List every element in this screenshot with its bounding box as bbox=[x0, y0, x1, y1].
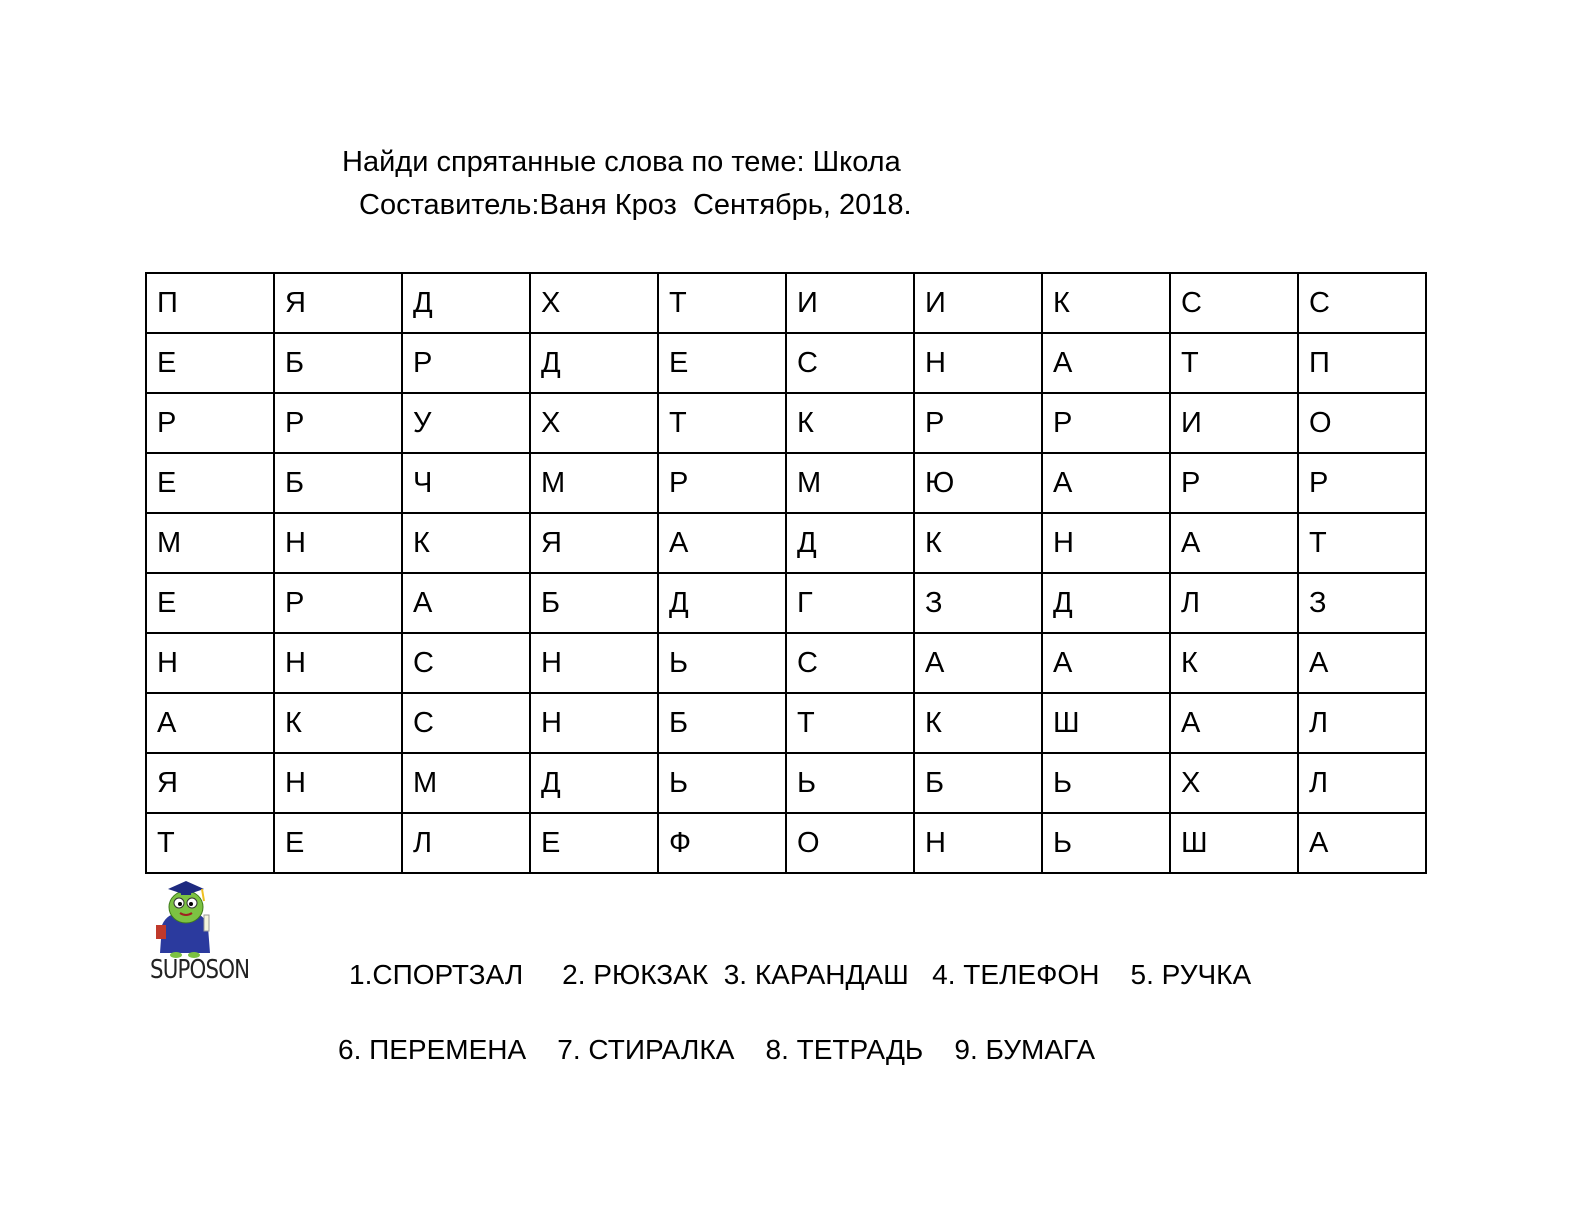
page-title: Найди спрятанные слова по теме: Школа bbox=[342, 146, 901, 178]
grid-cell: А bbox=[1298, 813, 1426, 873]
word-list-row: 6. ПЕРЕМЕНА 7. СТИРАЛКА 8. ТЕТРАДЬ 9. БУМАГА bbox=[338, 1034, 1096, 1065]
grid-row bbox=[146, 693, 1426, 753]
grid-cell: А bbox=[1042, 453, 1170, 513]
grid-cell: Я bbox=[146, 753, 274, 813]
grid-cell: Н bbox=[1042, 513, 1170, 573]
grid-cell: Н bbox=[530, 633, 658, 693]
grid-cell: Д bbox=[1042, 573, 1170, 633]
grid-cell: Б bbox=[914, 753, 1042, 813]
grid-cell: Д bbox=[402, 273, 530, 333]
word-search-grid bbox=[145, 272, 1427, 874]
grid-cell: А bbox=[402, 573, 530, 633]
grid-cell: Д bbox=[786, 513, 914, 573]
grid-cell: К bbox=[274, 693, 402, 753]
grid-cell: А bbox=[1170, 693, 1298, 753]
grid-cell: К bbox=[402, 513, 530, 573]
grid-cell: С bbox=[1298, 273, 1426, 333]
grid-cell: Б bbox=[530, 573, 658, 633]
grid-cell: Б bbox=[274, 333, 402, 393]
grid-cell: М bbox=[530, 453, 658, 513]
grid-cell: Ь bbox=[786, 753, 914, 813]
grid-cell: Т bbox=[146, 813, 274, 873]
grid-cell: К bbox=[1170, 633, 1298, 693]
grid-cell: Т bbox=[658, 393, 786, 453]
grid-row bbox=[146, 753, 1426, 813]
grid-cell: Н bbox=[914, 333, 1042, 393]
grid-row bbox=[146, 633, 1426, 693]
grid-cell: С bbox=[402, 693, 530, 753]
grid-cell: С bbox=[402, 633, 530, 693]
grid-cell: Б bbox=[658, 693, 786, 753]
grid-cell: Ь bbox=[1042, 753, 1170, 813]
grid-cell: Д bbox=[530, 333, 658, 393]
grid-cell: Е bbox=[146, 453, 274, 513]
grid-row bbox=[146, 393, 1426, 453]
grid-cell: Л bbox=[1170, 573, 1298, 633]
grid-cell: П bbox=[1298, 333, 1426, 393]
word-list-row: 1.СПОРТЗАЛ 2. РЮКЗАК 3. КАРАНДАШ 4. ТЕЛЕФОН 5. РУЧКА bbox=[349, 959, 1252, 990]
grid-cell: З bbox=[914, 573, 1042, 633]
grid-cell: А bbox=[1298, 633, 1426, 693]
grid-cell: Ь bbox=[1042, 813, 1170, 873]
grid-cell: О bbox=[1298, 393, 1426, 453]
grid-cell: И bbox=[914, 273, 1042, 333]
grid-cell: Д bbox=[658, 573, 786, 633]
grid-cell: Ю bbox=[914, 453, 1042, 513]
grid-cell: Н bbox=[274, 513, 402, 573]
grid-row bbox=[146, 813, 1426, 873]
grid-cell: Б bbox=[274, 453, 402, 513]
grid-row bbox=[146, 273, 1426, 333]
grid-cell: Д bbox=[530, 753, 658, 813]
grid-row bbox=[146, 453, 1426, 513]
logo-text: SUPOSON bbox=[150, 955, 250, 985]
grid-cell: С bbox=[786, 633, 914, 693]
grid-cell: Т bbox=[1298, 513, 1426, 573]
grid-cell: М bbox=[786, 453, 914, 513]
grid-cell: А bbox=[658, 513, 786, 573]
grid-cell: А bbox=[1042, 333, 1170, 393]
grid-cell: Н bbox=[914, 813, 1042, 873]
grid-cell: Р bbox=[1298, 453, 1426, 513]
grid-cell: М bbox=[146, 513, 274, 573]
grid-cell: Н bbox=[530, 693, 658, 753]
grid-cell: Х bbox=[1170, 753, 1298, 813]
grid-cell: С bbox=[786, 333, 914, 393]
grid-cell: Ь bbox=[658, 633, 786, 693]
grid-cell: Е bbox=[146, 573, 274, 633]
grid-cell: Ш bbox=[1170, 813, 1298, 873]
grid-cell: Е bbox=[274, 813, 402, 873]
grid-cell: Т bbox=[786, 693, 914, 753]
grid-cell: Ь bbox=[658, 753, 786, 813]
grid-cell: А bbox=[1042, 633, 1170, 693]
grid-cell: О bbox=[786, 813, 914, 873]
grid-cell: Ш bbox=[1042, 693, 1170, 753]
grid-cell: Л bbox=[1298, 753, 1426, 813]
grid-cell: Р bbox=[914, 393, 1042, 453]
grid-cell: Е bbox=[530, 813, 658, 873]
grid-cell: М bbox=[402, 753, 530, 813]
grid-row bbox=[146, 573, 1426, 633]
grid-cell: А bbox=[1170, 513, 1298, 573]
grid-cell: Р bbox=[402, 333, 530, 393]
grid-cell: Я bbox=[274, 273, 402, 333]
grid-cell: Л bbox=[1298, 693, 1426, 753]
grid-cell: И bbox=[1170, 393, 1298, 453]
grid-cell: Р bbox=[274, 393, 402, 453]
grid-row bbox=[146, 513, 1426, 573]
grid-cell: Р bbox=[1042, 393, 1170, 453]
grid-cell: К bbox=[1042, 273, 1170, 333]
grid-cell: Т bbox=[658, 273, 786, 333]
grid-cell: Е bbox=[146, 333, 274, 393]
grid-cell: Х bbox=[530, 393, 658, 453]
grid-cell: Я bbox=[530, 513, 658, 573]
grid-cell: Н bbox=[274, 633, 402, 693]
page-subtitle: Составитель:Ваня Кроз Сентябрь, 2018. bbox=[359, 189, 912, 221]
grid-cell: Р bbox=[658, 453, 786, 513]
grid-cell: Л bbox=[402, 813, 530, 873]
grid-cell: П bbox=[146, 273, 274, 333]
grid-cell: У bbox=[402, 393, 530, 453]
grid-cell: Ч bbox=[402, 453, 530, 513]
grid-cell: З bbox=[1298, 573, 1426, 633]
grid-cell: Г bbox=[786, 573, 914, 633]
grid-cell: С bbox=[1170, 273, 1298, 333]
grid-cell: Т bbox=[1170, 333, 1298, 393]
grid-cell: Р bbox=[1170, 453, 1298, 513]
grid-cell: Х bbox=[530, 273, 658, 333]
grid-row bbox=[146, 333, 1426, 393]
grid-cell: К bbox=[914, 693, 1042, 753]
grid-cell: Р bbox=[274, 573, 402, 633]
grid-cell: Н bbox=[274, 753, 402, 813]
grid-cell: Н bbox=[146, 633, 274, 693]
grid-cell: К bbox=[786, 393, 914, 453]
grid-cell: К bbox=[914, 513, 1042, 573]
grid-cell: А bbox=[146, 693, 274, 753]
grid-cell: Р bbox=[146, 393, 274, 453]
grid-cell: А bbox=[914, 633, 1042, 693]
grid-cell: Е bbox=[658, 333, 786, 393]
grid-cell: Ф bbox=[658, 813, 786, 873]
grid-cell: И bbox=[786, 273, 914, 333]
